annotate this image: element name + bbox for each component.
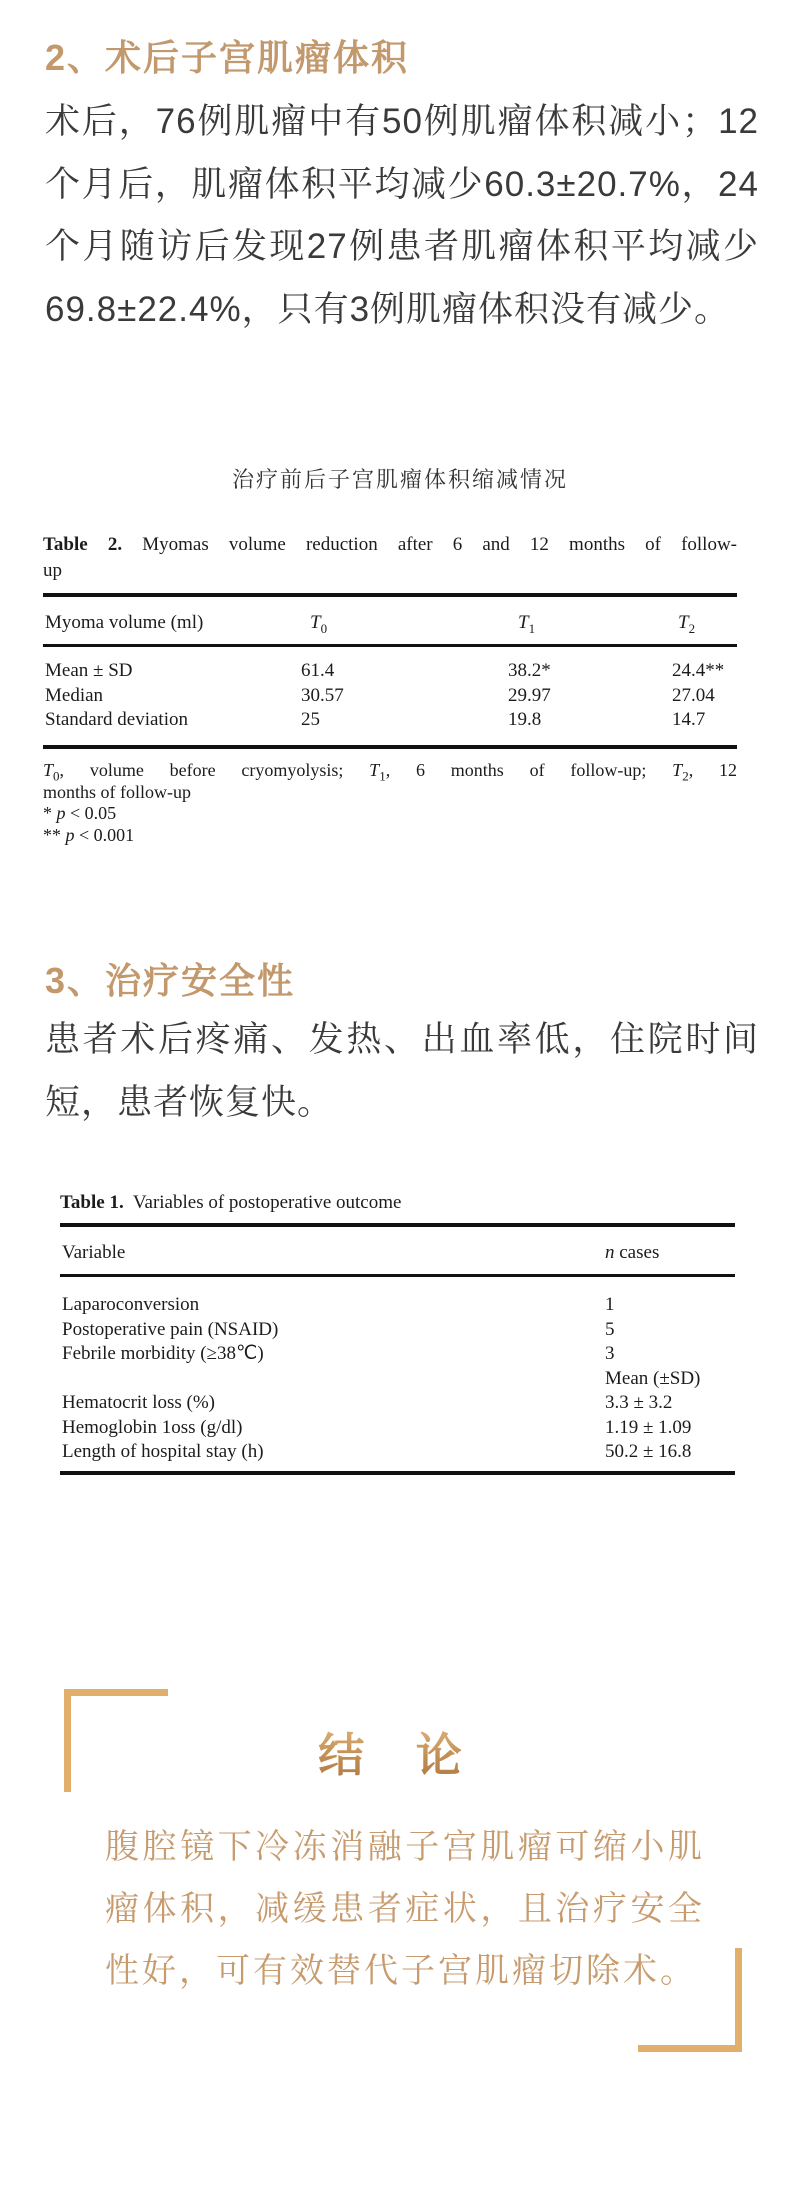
table1-row2-label: Febrile morbidity (≥38℃) — [62, 1343, 264, 1364]
table1-row3-value: Mean (±SD) — [605, 1367, 701, 1389]
table1-header-variable: Variable — [62, 1242, 126, 1263]
table2-row2-t0: 25 — [301, 709, 320, 730]
table2-footnote-line1: $T_0$, volume before cryomyolysis; $T_1$, 6 months of follow-up; $T_2$, 12 — [43, 760, 737, 784]
table1-row0-label: Laparoconversion — [62, 1294, 200, 1315]
table-row — [60, 1416, 735, 1441]
table2-header-row — [43, 608, 737, 638]
table1-row0-value: 1 — [605, 1294, 615, 1315]
table1-row5-value: 1.19 ± 1.09 — [605, 1416, 692, 1438]
table-row — [60, 1440, 735, 1465]
table2-bottom-rule — [43, 745, 737, 749]
table1-row6-value: 50.2 ± 16.8 — [605, 1441, 692, 1462]
table-row — [60, 1391, 735, 1416]
table-row — [60, 1318, 735, 1343]
conclusion-title: 结 论 — [0, 1731, 800, 1781]
table1-body — [60, 1293, 735, 1465]
table1-row1-value: 5 — [605, 1318, 615, 1340]
table1-row4-label: Hematocrit loss (%) — [62, 1392, 216, 1413]
section3-paragraph: 患者术后疼痛、发热、出血率低，住院时间短，患者恢复快。 — [45, 1020, 759, 1122]
table-row — [60, 1367, 735, 1392]
table2-row1-t0: 30.57 — [301, 684, 344, 706]
table1-row2-value: 3 — [605, 1343, 615, 1364]
corner-bracket-bottom-right — [638, 1948, 742, 2052]
table-row — [43, 659, 737, 684]
table1-row1-label: Postoperative pain (NSAID) — [62, 1318, 279, 1340]
table2-footnote-p2: ** p < 0.001 — [43, 824, 135, 845]
table2-chinese-caption: 治疗前后子宫肌瘤体积缩减情况 — [231, 467, 568, 492]
table2-row0-label: Mean ± SD — [45, 660, 133, 681]
table2-row2-label: Standard deviation — [45, 709, 188, 730]
section3-heading: 3、治疗安全性 — [45, 960, 296, 1001]
table2-top-rule — [43, 593, 737, 597]
table1-row5-label: Hemoglobin 1oss (g/dl) — [62, 1416, 243, 1438]
conclusion-paragraph: 腹腔镜下冷冻消融子宫肌瘤可缩小肌瘤体积，减缓患者症状，且治疗安全性好，可有效替代子宫肌瘤切除术。 — [105, 1828, 705, 1990]
table-row — [43, 708, 737, 733]
table2-row1-label: Median — [45, 684, 104, 706]
table2-row2-t2: 14.7 — [672, 709, 706, 730]
table2-footnote-p1: * p < 0.05 — [43, 803, 117, 823]
table-row — [43, 684, 737, 709]
table1-header-ncases: n cases — [605, 1242, 660, 1263]
table1 — [60, 1190, 735, 1480]
table2-row2-t1: 19.8 — [508, 709, 542, 730]
table1-label: Table 1. — [60, 1192, 124, 1213]
table2-caption-line1 — [43, 532, 737, 558]
table2-label: Table 2. — [43, 534, 123, 555]
table2-row1-t2: 27.04 — [672, 684, 715, 706]
table2-caption-line2: up — [43, 560, 62, 581]
table-row — [60, 1342, 735, 1367]
table2-footnotes — [43, 760, 737, 846]
table2-header-t2: $T_2$ — [678, 612, 696, 636]
table1-bottom-rule — [60, 1471, 735, 1475]
table1-title: Variables of postoperative outcome — [132, 1192, 402, 1213]
table1-row4-value: 3.3 ± 3.2 — [605, 1392, 673, 1413]
table2-row0-t0: 61.4 — [301, 660, 335, 681]
table2-header-t0: $T_0$ — [310, 612, 328, 636]
section2-heading: 2、术后子宫肌瘤体积 — [45, 37, 410, 78]
table2-header-label: Myoma volume (ml) — [45, 612, 204, 633]
table-row — [60, 1293, 735, 1318]
table1-header-row — [60, 1238, 735, 1268]
table2-header-t1: $T_1$ — [518, 612, 536, 636]
table1-caption — [60, 1190, 735, 1216]
table2-row1-t1: 29.97 — [508, 684, 551, 706]
section2-paragraph: 术后，76例肌瘤中有50例肌瘤体积减小；12个月后，肌瘤体积平均减少60.3±20.7%，24个月随访后发现27例患者肌瘤体积平均减少69.8±22.4%，只有3例肌瘤体积没有减少。 — [45, 102, 759, 329]
table2 — [43, 532, 738, 845]
table2-title-line1: Myomas volume reduction after 6 and 12 months of follow- — [142, 534, 738, 555]
table2-row0-t1: 38.2* — [508, 660, 551, 681]
table1-top-rule — [60, 1223, 735, 1227]
table1-row6-label: Length of hospital stay (h) — [62, 1441, 264, 1462]
table1-mid-rule — [60, 1274, 735, 1277]
table2-footnote-line2: months of follow-up — [43, 781, 191, 802]
table2-mid-rule — [43, 644, 737, 647]
table2-body — [43, 659, 737, 733]
table2-row0-t2: 24.4** — [672, 660, 725, 681]
